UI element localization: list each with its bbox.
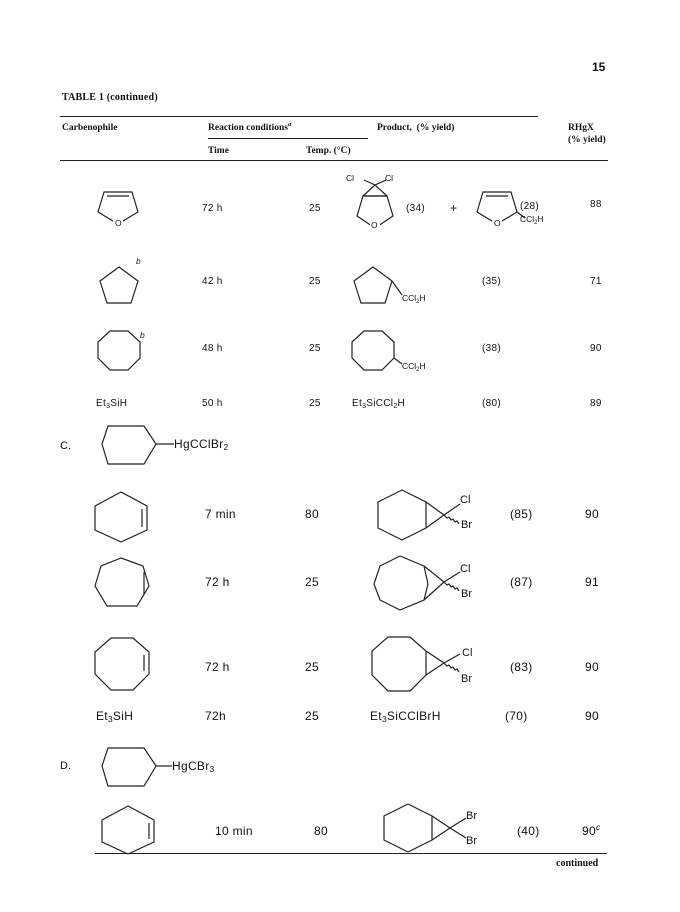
row9-yield: (40) (517, 824, 540, 838)
et-text: Et (370, 709, 382, 723)
br-label: Br (461, 588, 472, 600)
row4-rhgx: 89 (590, 398, 602, 409)
cyclohexyl-hg-structure (100, 744, 180, 790)
conditions-rule (208, 138, 368, 139)
top-rule (60, 116, 538, 117)
cl-label: Cl (460, 563, 471, 575)
ccl-sub: 2 (393, 403, 398, 410)
row7-rhgx: 90 (585, 660, 599, 674)
cyclopentane-structure (98, 265, 140, 305)
row8-carbenophile (96, 709, 133, 723)
cl-label: Cl (462, 647, 473, 659)
row1-temp: 25 (309, 203, 321, 214)
row2-rhgx: 71 (590, 276, 602, 287)
header-product (377, 123, 454, 133)
sih-text: SiH (110, 398, 128, 409)
row9-temp: 80 (314, 824, 328, 838)
row8-time: 72h (205, 709, 226, 723)
plus-sign: + (450, 201, 458, 215)
et-sub: 3 (106, 403, 111, 410)
row5-yield: (85) (510, 507, 533, 521)
row1-time: 72 h (202, 203, 223, 214)
et-text: Et (352, 398, 363, 409)
row8-yield: (70) (505, 709, 528, 723)
header-time: Time (208, 146, 229, 156)
row1-rhgx: 88 (590, 199, 602, 210)
h-text: H (397, 398, 406, 409)
header-carbenophile: Carbenophile (62, 123, 118, 133)
row7-yield: (83) (510, 660, 533, 674)
note-a: a (287, 120, 292, 128)
section-d-letter: D. (60, 760, 71, 772)
ccl2h-label (520, 214, 544, 224)
ccl-text: CCl (520, 214, 535, 224)
oxygen-label: O (115, 218, 122, 228)
row2-temp: 25 (309, 276, 321, 287)
et-sub: 3 (362, 403, 367, 410)
ccl-text: CCl (402, 293, 417, 303)
dibromonorcarane-structure (378, 800, 478, 858)
row1-yield: (34) (406, 203, 425, 214)
cl-label: Cl (460, 494, 471, 506)
table-caption: TABLE 1 (continued) (62, 92, 158, 103)
header-product-text: Product, (377, 123, 412, 133)
row8-temp: 25 (305, 709, 319, 723)
cl-label: Cl (346, 173, 355, 183)
h-text: H (537, 214, 544, 224)
hgcbr-text: HgCBr (172, 759, 210, 773)
row4-product (352, 398, 405, 409)
hgcclbr2-label (174, 437, 228, 451)
chlorobromobicyclononane-structure (370, 635, 473, 697)
header-bottom-rule (60, 160, 608, 161)
section-c-letter: C. (60, 440, 71, 452)
et-sub: 3 (107, 714, 113, 724)
br-label: Br (466, 835, 477, 847)
hgcbr-sub: 3 (209, 764, 215, 774)
et-text: Et (96, 709, 108, 723)
br-label: Br (461, 519, 472, 531)
row8-product (370, 709, 441, 723)
row5-time: 7 min (205, 507, 236, 521)
row3-yield: (38) (482, 343, 501, 354)
header-reaction-conditions-text: Reaction conditions (208, 123, 288, 133)
ccl-sub: 2 (416, 367, 420, 373)
note-c: c (595, 822, 601, 832)
header-rhgx: RHgX (568, 123, 594, 133)
row4-carbenophile (96, 398, 127, 409)
row9-time: 10 min (215, 824, 253, 838)
cycloheptene-structure (93, 556, 151, 610)
row4-time: 50 h (202, 398, 223, 409)
row1-second-yield: (28) (520, 201, 539, 212)
row9-rhgx-value: 90 (582, 824, 596, 838)
row9-rhgx (582, 824, 600, 838)
row6-rhgx: 91 (585, 575, 599, 589)
hgcbr3-label (172, 759, 214, 773)
siccl-text: SiCCl (366, 398, 394, 409)
sicclbrh-text: SiCClBrH (386, 709, 441, 723)
h-text: H (419, 361, 426, 371)
et-sub: 3 (381, 714, 387, 724)
note-b: b (140, 330, 145, 340)
oxygen-label: O (371, 220, 378, 230)
header-rhgx-yield: (% yield) (568, 135, 606, 145)
ccl-sub: 2 (534, 220, 538, 226)
hgcclbr-sub: 2 (223, 442, 229, 452)
table-bottom-rule (95, 853, 607, 854)
header-reaction-conditions (208, 120, 292, 133)
row6-time: 72 h (205, 575, 230, 589)
note-b: b (136, 256, 141, 266)
cyclohexene-structure (100, 804, 156, 856)
row8-rhgx: 90 (585, 709, 599, 723)
h-text: H (419, 293, 426, 303)
ccl-text: CCl (402, 361, 417, 371)
sih-text: SiH (112, 709, 134, 723)
page-number: 15 (592, 60, 606, 74)
row7-temp: 25 (305, 660, 319, 674)
ccl2h-label (402, 293, 426, 303)
br-label: Br (461, 673, 472, 685)
row5-rhgx: 90 (585, 507, 599, 521)
row2-yield: (35) (482, 276, 501, 287)
row5-temp: 80 (305, 507, 319, 521)
row3-rhgx: 90 (590, 343, 602, 354)
row7-time: 72 h (205, 660, 230, 674)
cyclohexene-structure (93, 490, 149, 544)
continued-footer: continued (556, 858, 599, 869)
ccl2h-label (402, 361, 426, 371)
row6-temp: 25 (305, 575, 319, 589)
et-text: Et (96, 398, 107, 409)
hgcclbr-text: HgCClBr (174, 437, 224, 451)
row4-yield: (80) (482, 398, 501, 409)
chlorobromobicyclooctane-structure (372, 554, 470, 614)
row3-temp: 25 (309, 343, 321, 354)
row2-time: 42 h (202, 276, 223, 287)
ccl-sub: 2 (416, 299, 420, 305)
header-product-yield: (% yield) (416, 123, 455, 133)
row4-temp: 25 (309, 398, 321, 409)
header-temp: Temp. (°C) (306, 146, 351, 156)
br-label: Br (466, 810, 477, 822)
cl-label: Cl (385, 173, 394, 183)
cyclooctene-structure (93, 636, 153, 694)
chlorobromonorcarane-structure (372, 486, 471, 546)
oxygen-label: O (494, 218, 501, 228)
cyclohexyl-hg-structure (100, 422, 180, 468)
row6-yield: (87) (510, 575, 533, 589)
cyclooctane-structure (96, 330, 142, 372)
row3-time: 48 h (202, 343, 223, 354)
